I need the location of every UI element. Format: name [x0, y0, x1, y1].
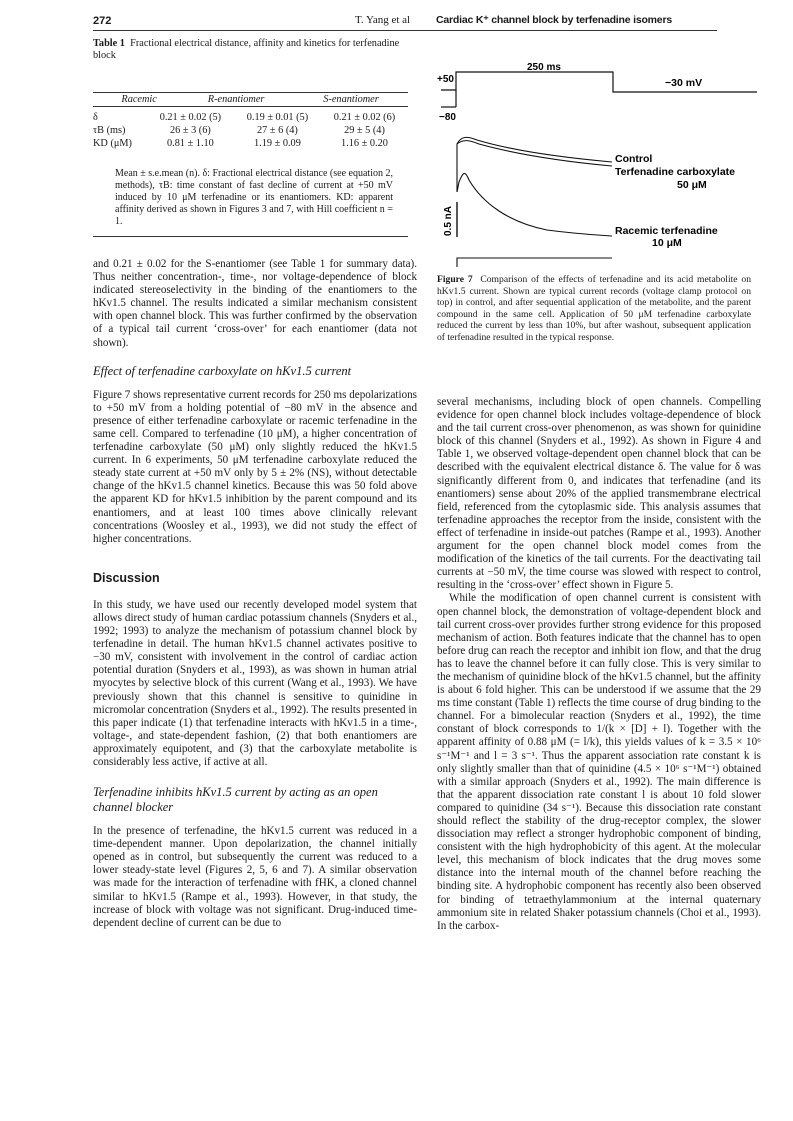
header-rule	[93, 30, 717, 31]
table-header-cell: Racemic	[121, 94, 157, 105]
table-cell: 26 ± 3 (6)	[169, 125, 211, 136]
control-trace	[457, 137, 612, 192]
section-heading: Discussion	[93, 570, 160, 585]
table-header-rule	[93, 106, 408, 107]
v-tail-label: −30 mV	[665, 77, 703, 89]
carboxylate-trace	[457, 141, 612, 166]
table-header-cell: R-enantiomer	[207, 94, 265, 105]
figure-7	[437, 62, 767, 272]
carboxylate-label: Terfenadine carboxylate	[615, 166, 736, 178]
table-cell: 1.16 ± 0.20	[341, 138, 388, 149]
baseline-trace	[457, 258, 612, 267]
voltage-protocol-trace	[441, 72, 757, 92]
table-caption	[93, 38, 408, 62]
table-cell: KD (μM)	[93, 138, 132, 149]
running-author: T. Yang et al	[355, 14, 411, 26]
table-cell: 0.21 ± 0.02 (5)	[159, 112, 222, 123]
table-row	[93, 137, 408, 150]
table-cell: τB (ms)	[93, 125, 126, 136]
left-column	[93, 258, 417, 930]
table-label: Table 1	[93, 38, 125, 49]
v-high-label: +50	[437, 74, 454, 85]
table-1	[93, 92, 408, 150]
table-header-cell: S-enantiomer	[323, 94, 379, 105]
table-cell: 1.19 ± 0.09	[254, 138, 301, 149]
section-heading: Effect of terfenadine carboxylate on hKv1.5 current	[93, 363, 352, 378]
table-header-cell	[93, 93, 100, 106]
figure-caption	[437, 274, 751, 344]
paragraph: several mechanisms, including block of open channels. Compelling evidence for open channel block includes voltage-dependence of block and the tail current cross-over phenomenon, as was shown for quinidine block of this channel (Snyders et al., 1992). As shown in Figure 4 and Table 1, we observed voltage-dependent open channel block that can be described with the equivalent electrical distance δ. The value for δ was significantly different from 0, and indicates that terfenadine (and its enantiomers) sense about 20% of the applied transmembrane electrical field, referenced from the cytoplasmic side. This analysis assumes that terfenadine approaches the receptor from the inside, consistent with the effect of terfenadine in inside-out patches (Rampe et al., 1993). Another argument for the open channel block model comes from the modification of the kinetics of the tail currents. For the deactivating tail currents at −50 mV, the time course was slowed with respect to control, resulting in the ‘cross-over’ effect shown in Figure 5.	[437, 396, 761, 592]
racemic-trace	[457, 173, 612, 236]
table-cell: 0.21 ± 0.02 (6)	[333, 112, 396, 123]
paragraph: Figure 7 shows representative current records for 250 ms depolarizations to +50 mV from a holding potential of −80 mV in the absence and presence of either terfenadine carboxylate or racemic terfenadine in the same cell. Compared to terfenadine (10 μM), a higher concentration of terfenadine carboxylate (50 μM) only slightly reduced the hKv1.5 current. In 6 experiments, 50 μM terfenadine carboxylate reduced the steady state current at +50 mV only by 5 ± 2% (NS), without detectable change of the hKv1.5 channel kinetics. Because this was 50 fold above the apparent KD for hKv1.5 inhibition by the parent compound and its enantiomers, and at least 100 times above clinically relevant concentrations (Woosley et al., 1993), we did not study the effect of higher concentrations.	[93, 388, 417, 545]
table-cell: 0.19 ± 0.01 (5)	[246, 112, 309, 123]
running-title: Cardiac K⁺ channel block by terfenadine isomers	[436, 14, 672, 26]
carboxylate-conc-label: 50 μM	[677, 179, 707, 191]
protocol-duration-label: 250 ms	[527, 62, 561, 73]
racemic-label: Racemic terfenadine	[615, 225, 718, 237]
table-row	[93, 124, 408, 137]
table-cell: 0.81 ± 1.10	[166, 138, 214, 149]
scale-bar-label: 0.5 nA	[443, 205, 454, 236]
table-footnote: Mean ± s.e.mean (n). δ: Fractional electrical distance (see equation 2, methods), τB: time constant of fast decline of current at +50 mV induced by 10 μM terfenadine or its enantiomers. KD: apparent affinity derived as shown in Figures 3 and 7, with Hill coefficient n = 1.	[115, 168, 393, 227]
table-cell: 29 ± 5 (4)	[344, 125, 385, 136]
control-label: Control	[615, 153, 653, 165]
table-row	[93, 111, 408, 124]
figure-caption-text: Comparison of the effects of terfenadine and its acid metabolite on hKv1.5 current. Shown are typical current records (voltage clamp protocol on top) in control, and after sequential application of the metabolite, and the parent compound in the same cell. Application of 50 μM terfenadine carboxylate reduced the current by less than 10%, but after washout, subsequent application of terfenadine resulted in the typical response.	[437, 274, 751, 343]
section-heading: Terfenadine inhibits hKv1.5 current by acting as an open channel blocker	[93, 785, 378, 815]
table-bottom-rule	[93, 236, 408, 237]
table-header-row	[93, 93, 408, 106]
racemic-conc-label: 10 μM	[652, 237, 682, 249]
paragraph: While the modification of open channel current is consistent with open channel block, the demonstration of voltage-dependent block and tail current cross-over provides further strong evidence for this proposed mechanism of action. Both features indicate that the channel has to open before drug can reach the receptor and inhibit ion flow, and that the drug has to leave the channel before it can fully close. This is very similar to the mechanism of quinidine block of the hKv1.5 channel, but the affinity is about 6 fold higher. This can be understood if we assume that the 29 ms time constant (Table 1) reflects the time course of drug binding to the channel. For a bimolecular reaction (Snyders et al., 1992), the time constant of block corresponds to 1/(k × [D] + l). Together with the apparent affinity of 0.88 μM (= l/k), this yields values of k = 3.5 × 10⁶ s⁻¹M⁻¹ and l = 3 s⁻¹. Thus the apparent association rate constant k is only slightly smaller than that of quinidine (4.5 × 10⁶ s⁻¹M⁻¹) obtained with a similar approach (Snyders et al., 1992). The main difference is that the apparent dissociation rate constant l is about 10 fold slower compared to quinidine (34 s⁻¹). Because this dissociation rate constant should reflect the stability of the drug-receptor complex, the slower dissociation may reflect a stronger hydrophobic component of binding, consistent with the high hydrophobicity of this agent. At the molecular level, this mechanism of block indicates that the drug moves some distance into the internal mouth of the channel before reaching the binding site. A hydrophobic component has recently also been observed for binding of tetraethylammonium at the internal quaternary ammonium site in related Shaker potassium channels (Choi et al., 1993). In the carbox-	[437, 592, 761, 932]
table-caption-text: Fractional electrical distance, affinity and kinetics for terfenadine block	[93, 38, 400, 61]
paragraph: and 0.21 ± 0.02 for the S-enantiomer (see Table 1 for summary data). Thus neither concentration-, time-, nor voltage-dependence of block indicated stereoselectivity in the binding of the enantiomers to the hKv1.5 channel. The results indicated a similar mechanism consistent with open channel block. This was further confirmed by the observation of a typical tail current ‘cross-over’ for each enantiomer (data not shown).	[93, 258, 417, 349]
table-cell: 27 ± 6 (4)	[257, 125, 298, 136]
right-column	[437, 396, 761, 933]
figure-caption-label: Figure 7	[437, 274, 473, 285]
v-low-label: −80	[439, 112, 456, 123]
paragraph: In the presence of terfenadine, the hKv1.5 current was reduced in a time-dependent manner. Upon depolarization, the channel initially opened as in control, but subsequently the current was reduced to a lower steady-state level (Figures 2, 5, 6 and 7). A similar observation was made for the interaction of terfenadine with fHK, a cloned channel similar to hKv1.5 (Rampe et al., 1993). However, in that study, the increase of block with voltage was not significant. Drug-induced time-dependent decline of current can be due to	[93, 825, 417, 929]
table-cell: δ	[93, 112, 98, 123]
page-number: 272	[93, 15, 112, 27]
paragraph: In this study, we have used our recently developed model system that allows direct study of human cardiac potassium channels (Snyders et al., 1992; 1993) to analyze the mechanism of potassium channel block by terfenadine in detail. The human hKv1.5 channel activates positive to −30 mV, consistent with involvement in the control of cardiac action potential duration (Snyders et al., 1993), as was shown in human atrial myocytes by selective block of this current (Wang et al., 1993). We have previously shown that this channel is sensitive to quinidine in micromolar concentration (Snyders et al., 1992). The results presented in this paper indicate (1) that terfenadine interacts with hKv1.5 in a time-, voltage-, and state-dependent fashion, (2) that both enantiomers are approximately equipotent, and (3) that the carboxylate metabolite is considerably less active, if active at all.	[93, 598, 417, 768]
